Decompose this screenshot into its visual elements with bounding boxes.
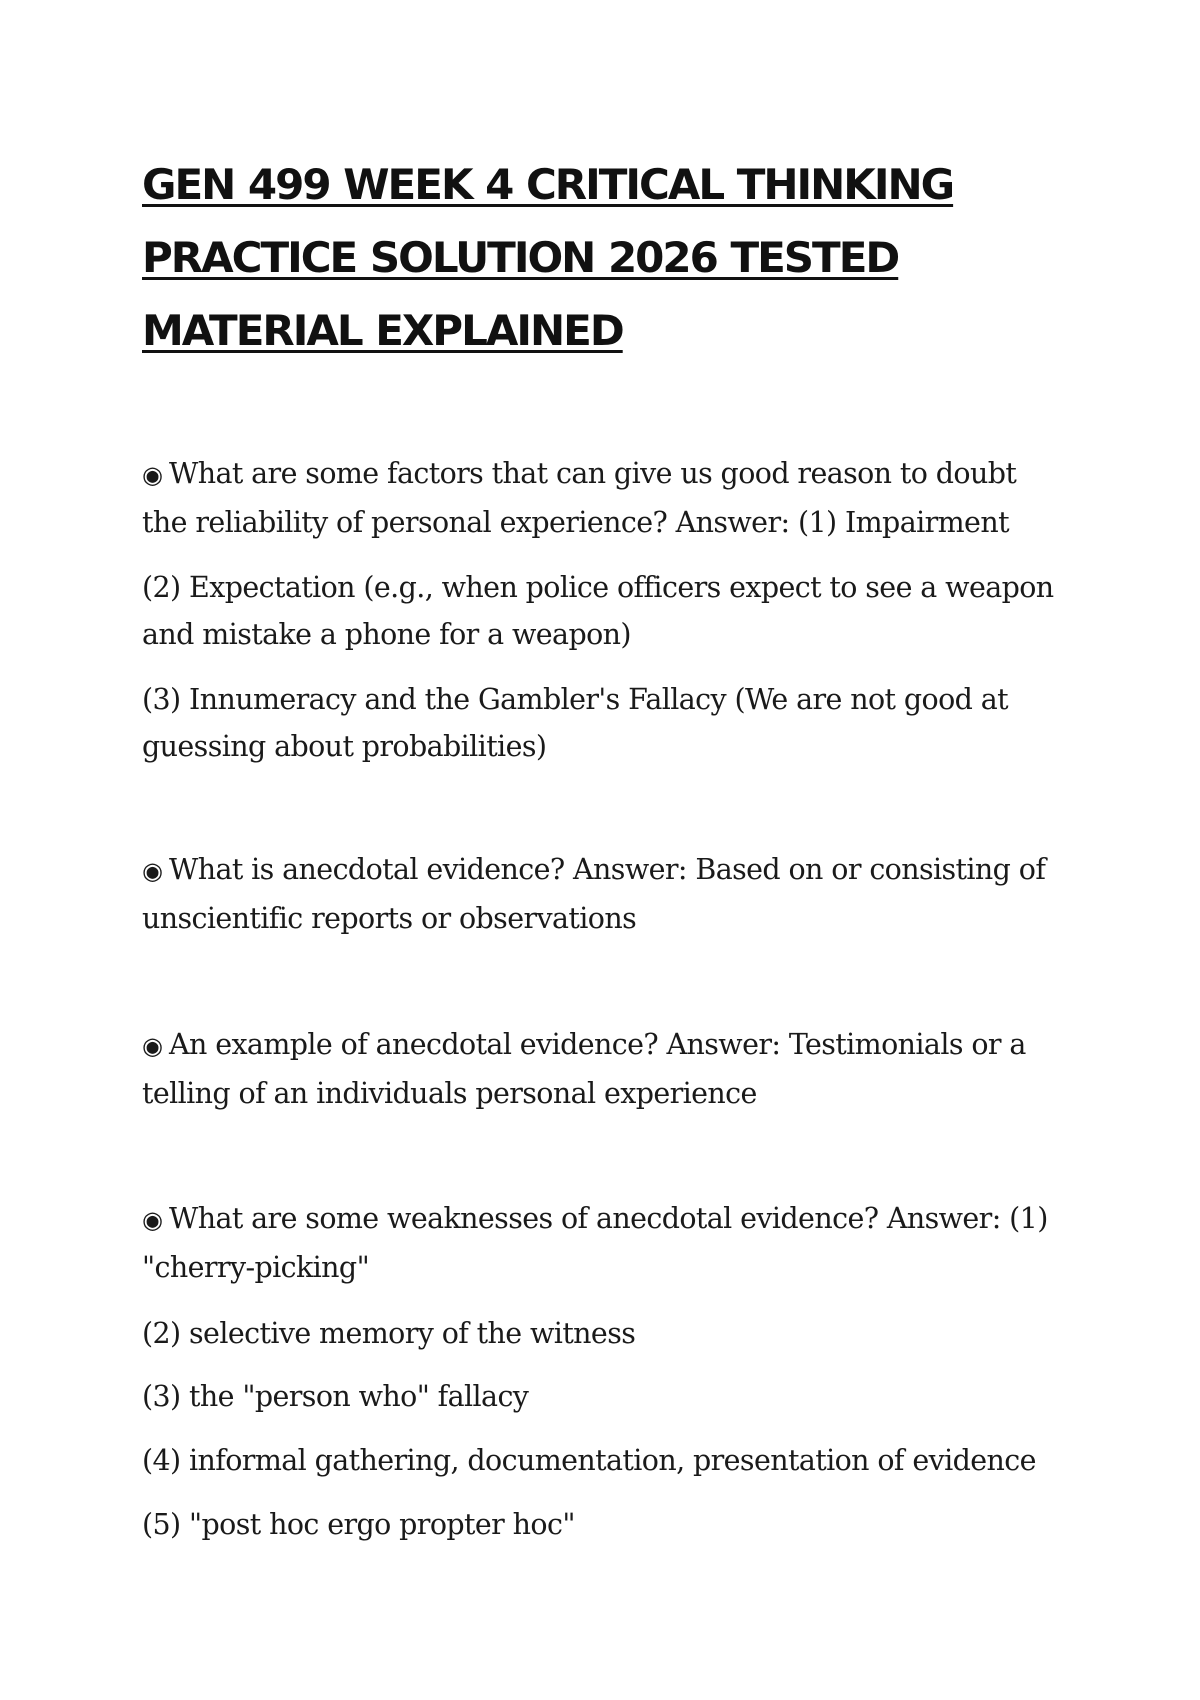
question-4-item-3: (3) the "person who" fallacy xyxy=(142,1380,529,1413)
question-2 xyxy=(142,846,1062,942)
bullet-icon: ◉ xyxy=(142,857,163,885)
question-1-item-2: (2) Expectation (e.g., when police officers expect to see a weapon and mistake a phone for a weapon) xyxy=(142,571,1054,651)
question-4-text: What are some weaknesses of anecdotal evidence? Answer: (1) "cherry-picking" xyxy=(142,1202,1048,1284)
question-4-item-5: (5) "post hoc ergo propter hoc" xyxy=(142,1508,575,1541)
document-title: GEN 499 WEEK 4 CRITICAL THINKING PRACTICE SOLUTION 2026 TESTED MATERIAL EXPLAINED xyxy=(142,160,954,355)
question-1 xyxy=(142,450,1062,546)
question-4 xyxy=(142,1195,1062,1291)
bullet-icon: ◉ xyxy=(142,1206,163,1234)
bullet-icon: ◉ xyxy=(142,1032,163,1060)
bullet-icon: ◉ xyxy=(142,461,163,489)
question-1-item-3: (3) Innumeracy and the Gambler's Fallacy (We are not good at guessing about probabilities) xyxy=(142,683,1008,763)
question-3 xyxy=(142,1021,1062,1117)
question-2-text: What is anecdotal evidence? Answer: Based on or consisting of unscientific reports or observations xyxy=(142,853,1046,935)
question-1-text: What are some factors that can give us good reason to doubt the reliability of personal experience? Answer: (1) Impairment xyxy=(142,457,1017,539)
question-4-item-2: (2) selective memory of the witness xyxy=(142,1317,636,1350)
question-3-text: An example of anecdotal evidence? Answer: Testimonials or a telling of an individuals personal experience xyxy=(142,1028,1026,1110)
question-4-item-4: (4) informal gathering, documentation, presentation of evidence xyxy=(142,1444,1036,1477)
